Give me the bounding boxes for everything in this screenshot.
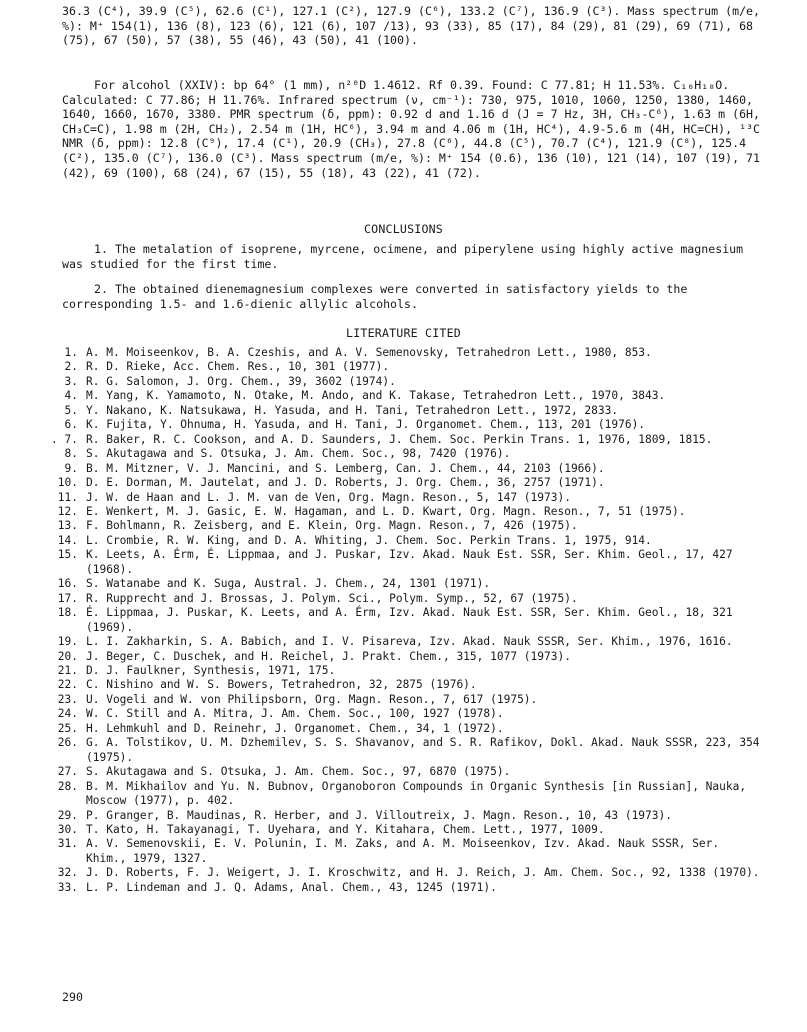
reference-text: W. C. Still and A. Mitra, J. Am. Chem. Soc., 100, 1927 (1978). xyxy=(86,707,504,721)
reference-number: 33. xyxy=(57,880,78,894)
reference-text: J. Beger, C. Duschek, and H. Reichel, J. Prakt. Chem., 315, 1077 (1973). xyxy=(86,649,571,663)
spectral-data-paragraph: 36.3 (C⁴), 39.9 (C⁵), 62.6 (C¹), 127.1 (C²), 127.9 (C⁶), 133.2 (C⁷), 136.9 (C³). Mass spectrum (m/e, %): M⁺ 154(1), 136 (8), 123 (6), 121 (6), 107 /13), 93 (33), 85 (17), 84 (29), 81 (29), 69 (71), 68 (75), 67 (50), 57 (38), 55 (46), 43 (50), 41 (100). xyxy=(62,4,767,48)
reference-number: 27. xyxy=(57,765,78,779)
reference-text: C. Nishino and W. S. Bowers, Tetrahedron, 32, 2875 (1976). xyxy=(86,678,477,692)
reference-item xyxy=(44,592,764,606)
conclusion-item: 2. The obtained dienemagnesium complexes were converted in satisfactory yields to the corresponding 1.5- and 1.6-dienic allylic alcohols. xyxy=(62,282,695,311)
reference-text: E. Wenkert, M. J. Gasic, E. W. Hagaman, and L. D. Kwart, Org. Magn. Reson., 7, 51 (1975). xyxy=(86,504,686,518)
reference-text: K. Fujita, Y. Ohnuma, H. Yasuda, and H. Tani, J. Organomet. Chem., 113, 201 (1976). xyxy=(86,418,646,432)
reference-item xyxy=(44,837,764,866)
reference-number: 22. xyxy=(57,678,78,692)
reference-number: 15. xyxy=(57,548,78,562)
reference-number: 28. xyxy=(57,779,78,793)
reference-item xyxy=(44,693,764,707)
reference-number: 13. xyxy=(57,519,78,533)
reference-number: 24. xyxy=(57,707,78,721)
page-number: 290 xyxy=(62,990,83,1004)
reference-item xyxy=(44,433,764,447)
reference-text: D. E. Dorman, M. Jautelat, and J. D. Roberts, J. Org. Chem., 36, 2757 (1971). xyxy=(86,476,605,490)
reference-item xyxy=(44,418,764,432)
reference-number: 19. xyxy=(57,635,78,649)
conclusions-heading: CONCLUSIONS xyxy=(364,222,443,236)
reference-number: 10. xyxy=(57,476,78,490)
reference-text: A. V. Semenovskii, E. V. Polunin, I. M. Zaks, and A. M. Moiseenkov, Izv. Akad. Nauk SSSR, Ser. Khim., 1979, 1327. xyxy=(86,837,726,865)
reference-item xyxy=(44,722,764,736)
reference-item xyxy=(44,534,764,548)
reference-text: J. D. Roberts, F. J. Weigert, J. I. Kroschwitz, and H. J. Reich, J. Am. Chem. Soc., 92, 1338 (1970). xyxy=(86,866,760,880)
reference-item xyxy=(44,346,764,360)
reference-text: T. Kato, H. Takayanagi, T. Uyehara, and Y. Kitahara, Chem. Lett., 1977, 1009. xyxy=(86,822,605,836)
reference-text: F. Bohlmann, R. Zeisberg, and E. Klein, Org. Magn. Reson., 7, 426 (1975). xyxy=(86,519,578,533)
reference-text: R. G. Salomon, J. Org. Chem., 39, 3602 (1974). xyxy=(86,374,396,388)
reference-item xyxy=(44,476,764,490)
reference-number: 20. xyxy=(57,649,78,663)
reference-number: 17. xyxy=(57,591,78,605)
reference-text: A. M. Moiseenkov, B. A. Czeshis, and A. V. Semenovsky, Tetrahedron Lett., 1980, 853. xyxy=(86,346,652,359)
reference-text: Y. Nakano, K. Natsukawa, H. Yasuda, and H. Tani, Tetrahedron Lett., 1972, 2833. xyxy=(86,403,619,417)
reference-number: 25. xyxy=(57,721,78,735)
reference-item xyxy=(44,736,767,765)
reference-item xyxy=(44,491,764,505)
reference-text: J. W. de Haan and L. J. M. van de Ven, Org. Magn. Reson., 5, 147 (1973). xyxy=(86,490,571,504)
reference-text: K. Leets, A. Érm, É. Lippmaa, and J. Puskar, Izv. Akad. Nauk Est. SSR, Ser. Khim. Geol., 17, 427 (1968). xyxy=(86,548,740,576)
reference-item xyxy=(44,664,764,678)
reference-number: 30. xyxy=(57,822,78,836)
reference-item xyxy=(44,505,764,519)
reference-text: D. J. Faulkner, Synthesis, 1971, 175. xyxy=(86,663,336,677)
reference-item xyxy=(44,635,764,649)
reference-number: 3. xyxy=(64,374,78,388)
reference-text: L. Crombie, R. W. King, and D. A. Whiting, J. Chem. Soc. Perkin Trans. 1, 1975, 914. xyxy=(86,533,652,547)
reference-number: 6. xyxy=(64,418,78,432)
reference-number: 21. xyxy=(57,663,78,677)
reference-number: 23. xyxy=(57,692,78,706)
reference-item xyxy=(44,809,764,823)
reference-text: H. Lehmkuhl and D. Reinehr, J. Organomet. Chem., 34, 1 (1972). xyxy=(86,721,504,735)
reference-item xyxy=(44,881,764,895)
reference-item xyxy=(44,606,764,635)
reference-item xyxy=(44,404,764,418)
reference-number: 31. xyxy=(57,837,78,851)
reference-item xyxy=(44,577,764,591)
reference-text: R. D. Rieke, Acc. Chem. Res., 10, 301 (1977). xyxy=(86,360,390,374)
reference-number: 26. xyxy=(57,736,78,750)
reference-number: 32. xyxy=(57,866,78,880)
reference-number: 4. xyxy=(64,389,78,403)
reference-item xyxy=(44,678,764,692)
reference-text: L. I. Zakharkin, S. A. Babich, and I. V. Pisareva, Izv. Akad. Nauk SSSR, Ser. Khim., 1976, 1616. xyxy=(86,635,733,649)
reference-item xyxy=(44,389,764,403)
reference-item xyxy=(44,707,764,721)
reference-text: R. Baker, R. C. Cookson, and A. D. Saunders, J. Chem. Soc. Perkin Trans. 1, 1976, 1809, 1815. xyxy=(86,432,713,446)
reference-item xyxy=(44,548,764,577)
reference-text: G. A. Tolstikov, U. M. Dzhemilev, S. S. Shavanov, and S. R. Rafikov, Dokl. Akad. Nauk SSSR, 223, 354 (1975). xyxy=(86,736,767,764)
reference-item xyxy=(44,375,764,389)
reference-item xyxy=(44,360,764,374)
reference-text: M. Yang, K. Yamamoto, N. Otake, M. Ando, and K. Takase, Tetrahedron Lett., 1970, 3843. xyxy=(86,389,666,403)
reference-number: 8. xyxy=(64,447,78,461)
literature-cited-heading: LITERATURE CITED xyxy=(346,326,461,340)
reference-item xyxy=(44,780,764,809)
conclusion-item: 1. The metalation of isoprene, myrcene, ocimene, and piperylene using highly active magnesium was studied for the first time. xyxy=(62,242,751,271)
reference-number: 2. xyxy=(64,360,78,374)
reference-text: É. Lippmaa, J. Puskar, K. Leets, and A. Érm, Izv. Akad. Nauk Est. SSR, Ser. Khim. Geol., 18, 321 (1969). xyxy=(86,606,740,634)
reference-number: 5. xyxy=(64,403,78,417)
reference-list xyxy=(44,346,767,895)
reference-text: S. Akutagawa and S. Otsuka, J. Am. Chem. Soc., 98, 7420 (1976). xyxy=(86,447,511,461)
reference-text: B. M. Mitzner, V. J. Mancini, and S. Lemberg, Can. J. Chem., 44, 2103 (1966). xyxy=(86,461,605,475)
reference-item xyxy=(44,765,764,779)
reference-text: U. Vogeli and W. von Philipsborn, Org. Magn. Reson., 7, 617 (1975). xyxy=(86,692,538,706)
reference-number: 29. xyxy=(57,808,78,822)
reference-number: . 7. xyxy=(51,432,78,446)
reference-text: R. Rupprecht and J. Brossas, J. Polym. Sci., Polym. Symp., 52, 67 (1975). xyxy=(86,591,578,605)
reference-item xyxy=(44,519,764,533)
reference-item xyxy=(44,650,764,664)
reference-text: P. Granger, B. Maudinas, R. Herber, and J. Villoutreix, J. Magn. Reson., 10, 43 (1973). xyxy=(86,808,672,822)
reference-item xyxy=(44,866,764,880)
reference-number: 14. xyxy=(57,533,78,547)
reference-number: 16. xyxy=(57,577,78,591)
reference-number: 12. xyxy=(57,504,78,518)
reference-item xyxy=(44,447,764,461)
reference-number: 9. xyxy=(64,461,78,475)
reference-number: 1. xyxy=(64,346,78,359)
reference-number: 11. xyxy=(57,490,78,504)
reference-text: L. P. Lindeman and J. Q. Adams, Anal. Chem., 43, 1245 (1971). xyxy=(86,880,497,894)
alcohol-xxiv-paragraph: For alcohol (XXIV): bp 64° (1 mm), n²⁰D 1.4612. Rf 0.39. Found: C 77.81; H 11.53%. C₁₀H₁₈O. Calculated: C 77.86; H 11.76%. Infrared spectrum (ν, cm⁻¹): 730, 975, 1010, 1060, 1250, 1380, 1460, 1640, 1660, 1670, 3380. PMR spectrum (δ, ppm): 0.92 d and 1.16 d (J = 7 Hz, 3H, CH₃-C⁶), 1.63 m (6H, CH₃C=C), 1.98 m (2H, CH₂), 2.54 m (1H, HC⁶), 3.94 m and 4.06 m (1H, HC⁴), 4.9-5.6 m (4H, HC=CH), ¹³C NMR (δ, ppm): 12.8 (C⁹), 17.4 (C¹), 20.9 (CH₃), 27.8 (C⁶), 44.8 (C⁵), 70.7 (C⁴), 121.9 (C⁸), 125.4 (C²), 135.0 (C⁷), 136.0 (C³). Mass spectrum (m/e, %): M⁺ 154 (0.6), 136 (10), 121 (14), 107 (19), 71 (42), 69 (100), 68 (24), 67 (15), 55 (18), 43 (22), 41 (72). xyxy=(62,78,767,180)
reference-item xyxy=(44,823,764,837)
reference-number: 18. xyxy=(57,606,78,620)
reference-text: S. Akutagawa and S. Otsuka, J. Am. Chem. Soc., 97, 6870 (1975). xyxy=(86,765,511,779)
reference-text: S. Watanabe and K. Suga, Austral. J. Chem., 24, 1301 (1971). xyxy=(86,577,491,591)
reference-text: B. M. Mikhailov and Yu. N. Bubnov, Organoboron Compounds in Organic Synthesis [in Russian], Nauka, Moscow (1977), p. 402. xyxy=(86,779,753,808)
reference-item xyxy=(44,462,764,476)
